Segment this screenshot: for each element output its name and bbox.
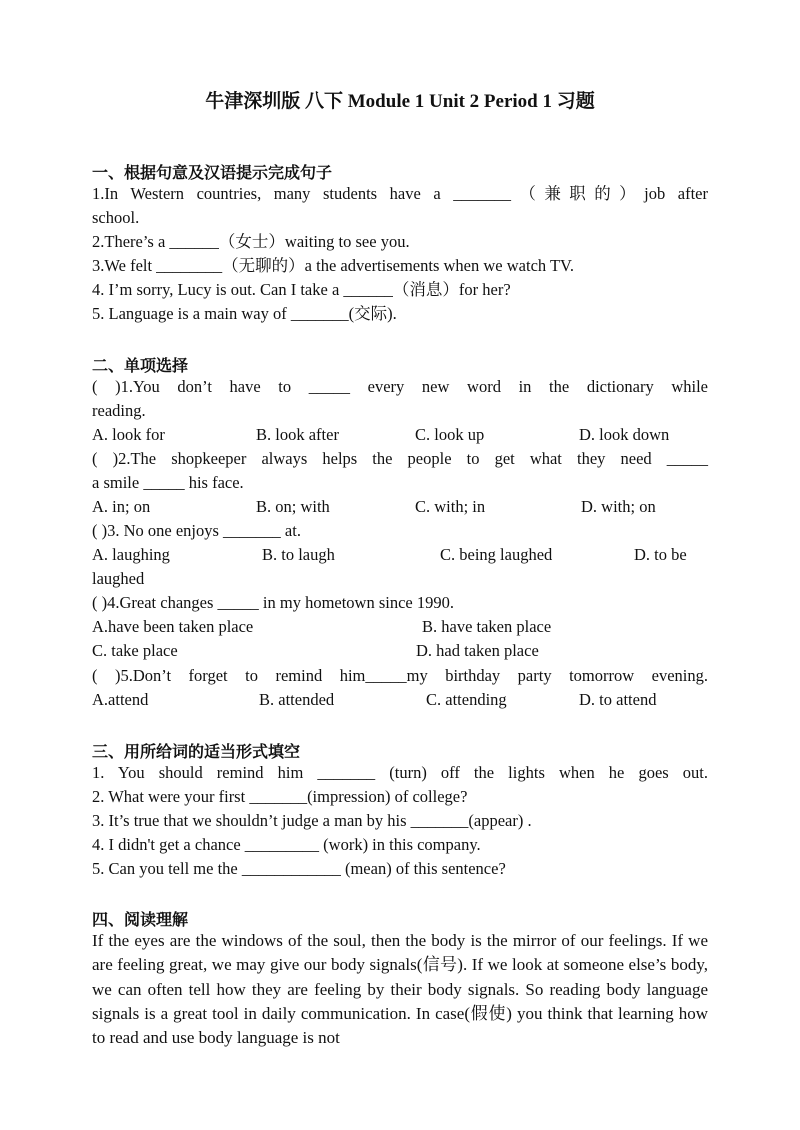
s2-q5-option-c: C. attending xyxy=(426,690,507,709)
s1-question-1: 1.In Western countries, many students have a _______（兼职的）job after xyxy=(92,184,708,203)
s2-q4-option-d: D. had taken place xyxy=(416,641,539,660)
s2-q1-option-c: C. look up xyxy=(415,425,485,444)
s2-q5-option-a: A.attend xyxy=(92,690,149,709)
s2-question-1: ( )1.You don’t have to _____ every new word in the dictionary while xyxy=(92,377,708,396)
s2-q3-option-a: A. laughing xyxy=(92,545,170,564)
s2-q2-option-c: C. with; in xyxy=(415,497,486,516)
s1-question-2: 2.There’s a ______（女士）waiting to see you. xyxy=(92,232,410,251)
section-3-heading: 三、用所给词的适当形式填空 xyxy=(92,742,301,761)
s3-question-1: 1. You should remind him _______ (turn) off the lights when he goes out. xyxy=(92,763,708,782)
s2-q4-option-a: A.have been taken place xyxy=(92,617,254,636)
s3-question-2: 2. What were your first _______(impression) of college? xyxy=(92,787,468,806)
reading-passage: If the eyes are the windows of the soul, then the body is the mirror of our feelings. If we are feeling great, we may give our body signals(信号). If we look at someone else’s body, we can often tell how they are feeling by their body signals. So reading body language signals is a great tool in daily communication. In case(假使) you think that learning how to read and use body language is not xyxy=(92,931,708,1048)
page-title: 牛津深圳版 八下 Module 1 Unit 2 Period 1 习题 xyxy=(205,91,595,112)
section-2-heading: 二、单项选择 xyxy=(92,356,189,375)
s2-q1-option-d: D. look down xyxy=(579,425,670,444)
s2-q4-option-b: B. have taken place xyxy=(422,617,552,636)
s1-question-4: 4. I’m sorry, Lucy is out. Can I take a ______（消息）for her? xyxy=(92,280,511,299)
s1-question-1-cont: school. xyxy=(92,208,140,227)
s1-question-5: 5. Language is a main way of _______(交际). xyxy=(92,304,397,323)
s2-q2-option-b: B. on; with xyxy=(256,497,330,516)
s2-q3-option-b: B. to laugh xyxy=(262,545,335,564)
s2-q5-option-b: B. attended xyxy=(259,690,335,709)
s2-question-2-cont: a smile _____ his face. xyxy=(92,473,244,492)
s2-q3-option-d: D. to be xyxy=(634,545,687,564)
s2-question-3: ( )3. No one enjoys _______ at. xyxy=(92,521,301,540)
section-1-heading: 一、根据句意及汉语提示完成句子 xyxy=(92,163,333,182)
s2-q4-option-c: C. take place xyxy=(92,641,178,660)
s3-question-3: 3. It’s true that we shouldn’t judge a man by his _______(appear) . xyxy=(92,811,532,830)
s3-question-4: 4. I didn't get a chance _________ (work) in this company. xyxy=(92,835,481,854)
s3-question-5: 5. Can you tell me the ____________ (mean) of this sentence? xyxy=(92,859,506,878)
s2-question-2: ( )2.The shopkeeper always helps the people to get what they need _____ xyxy=(92,449,708,468)
s2-q3-option-d-cont: laughed xyxy=(92,569,145,588)
s2-q1-option-a: A. look for xyxy=(92,425,165,444)
s2-q2-option-a: A. in; on xyxy=(92,497,151,516)
s2-q5-option-d: D. to attend xyxy=(579,690,657,709)
s2-question-1-cont: reading. xyxy=(92,401,146,420)
s2-question-4: ( )4.Great changes _____ in my hometown since 1990. xyxy=(92,593,455,612)
s2-q3-option-c: C. being laughed xyxy=(440,545,553,564)
s1-question-3: 3.We felt ________（无聊的）a the advertisements when we watch TV. xyxy=(92,256,574,275)
s2-q2-option-d: D. with; on xyxy=(581,497,656,516)
section-4-heading: 四、阅读理解 xyxy=(92,910,189,929)
s2-question-5: ( )5.Don’t forget to remind him_____my birthday party tomorrow evening. xyxy=(92,666,708,685)
s2-q1-option-b: B. look after xyxy=(256,425,339,444)
